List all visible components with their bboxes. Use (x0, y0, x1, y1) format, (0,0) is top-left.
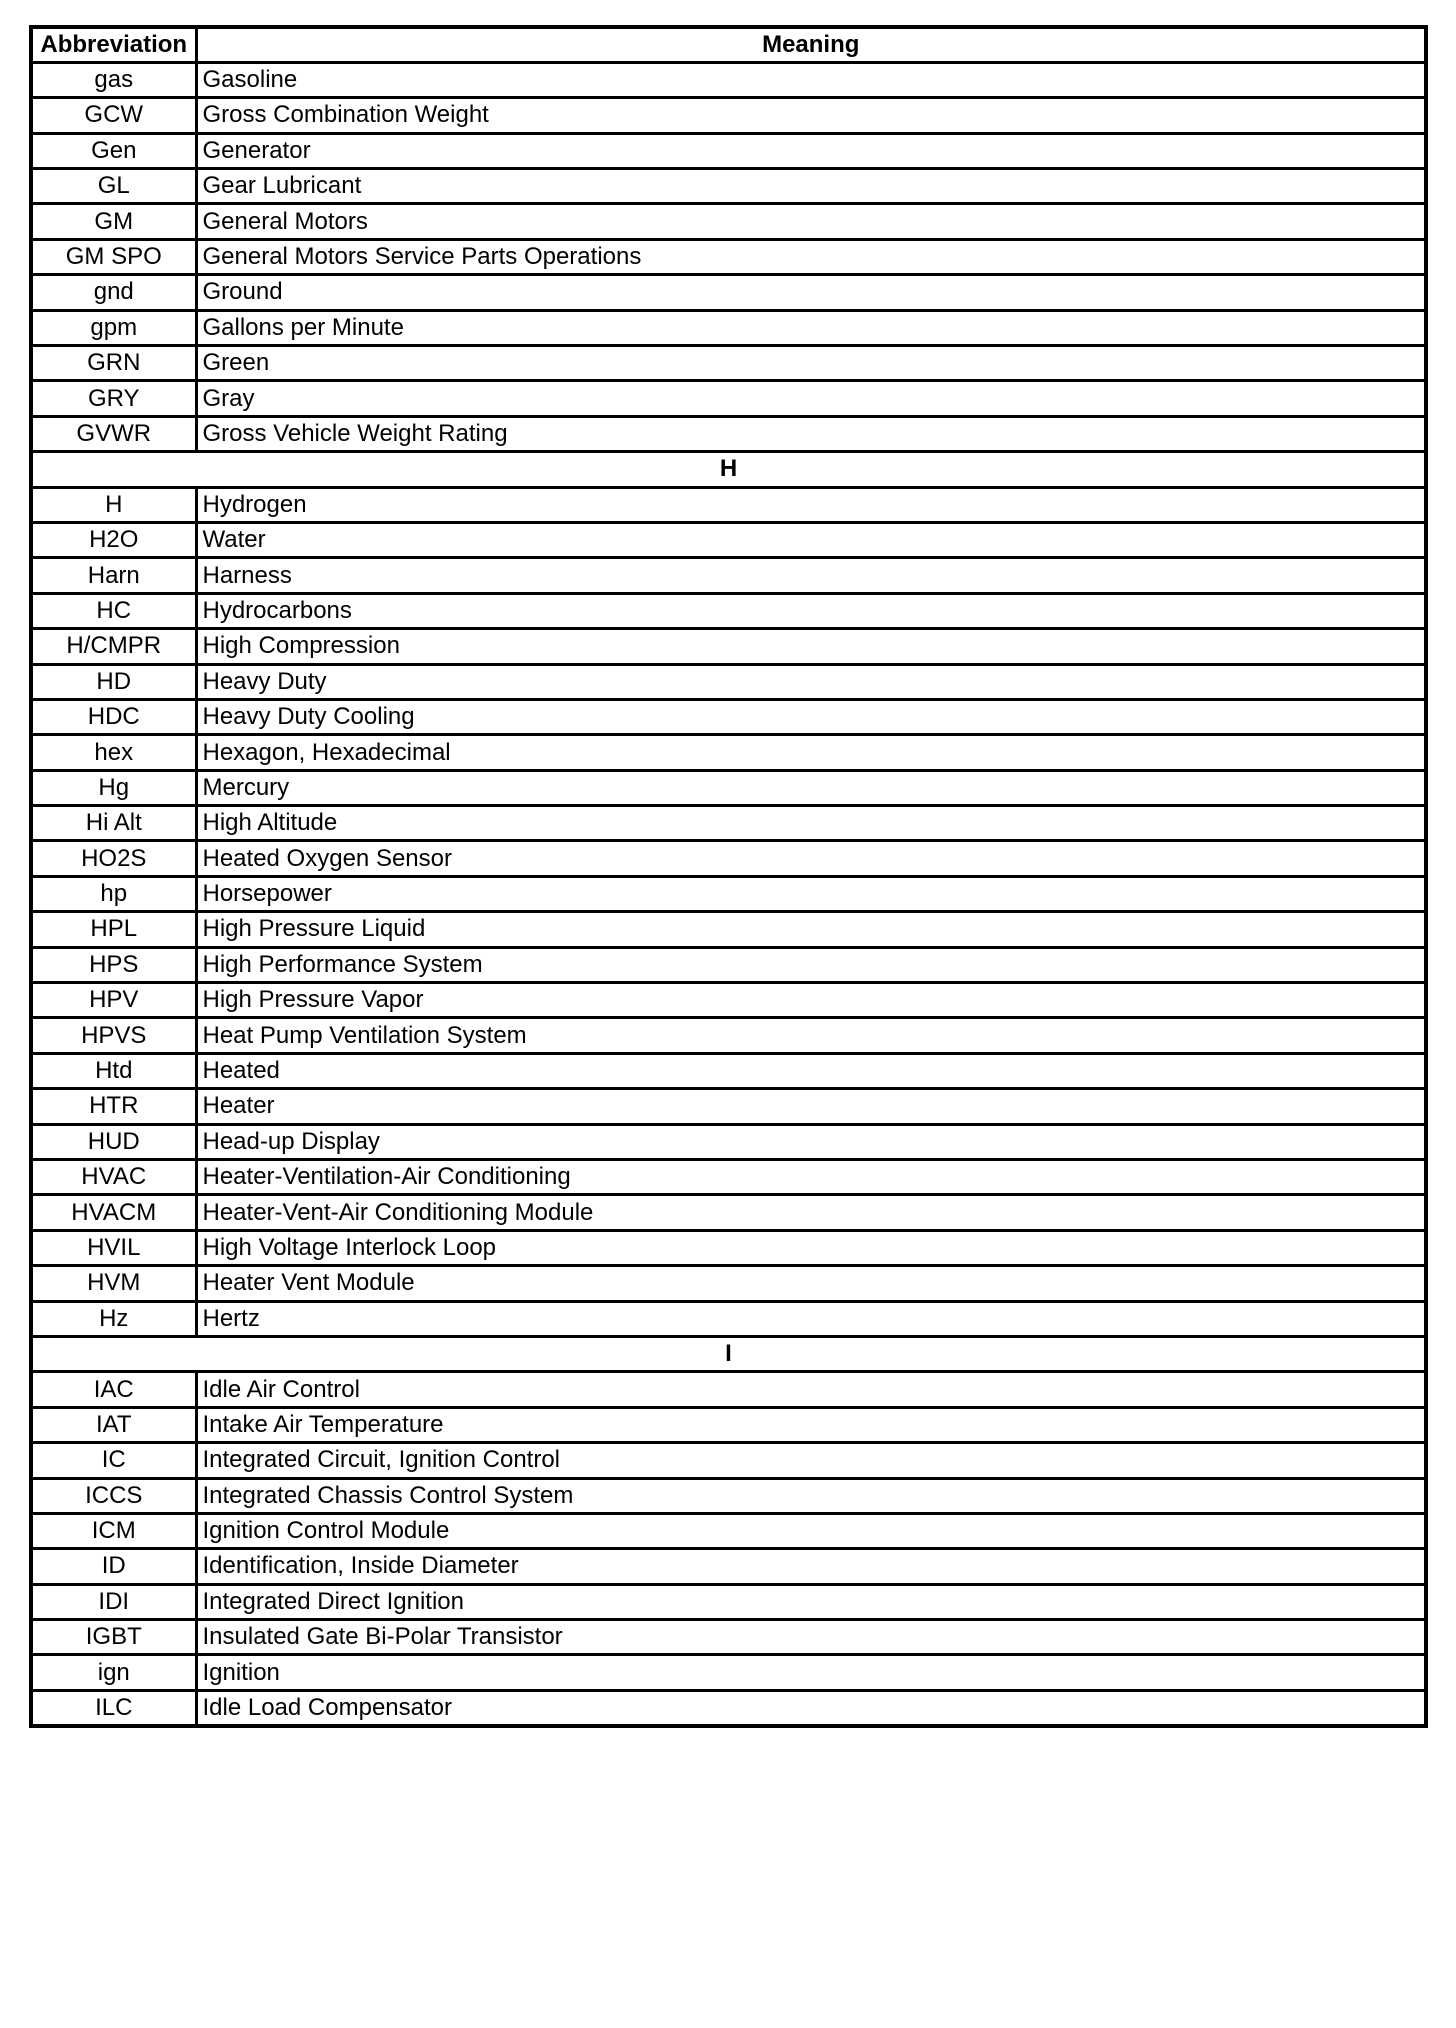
meaning-cell: Intake Air Temperature (196, 1407, 1426, 1442)
abbreviation-cell: HVACM (31, 1195, 196, 1230)
abbreviation-cell: H/CMPR (31, 629, 196, 664)
table-row (31, 310, 1426, 345)
abbreviation-cell: hex (31, 735, 196, 770)
abbreviation-cell: Htd (31, 1053, 196, 1088)
abbreviation-cell: Gen (31, 133, 196, 168)
meaning-cell: Horsepower (196, 876, 1426, 911)
meaning-cell: Heated Oxygen Sensor (196, 841, 1426, 876)
abbreviation-cell: GL (31, 169, 196, 204)
table-row (31, 133, 1426, 168)
meaning-cell: Gross Vehicle Weight Rating (196, 416, 1426, 451)
meaning-cell: Generator (196, 133, 1426, 168)
table-row (31, 204, 1426, 239)
table-row (31, 1513, 1426, 1548)
table-row (31, 1089, 1426, 1124)
meaning-cell: Hydrocarbons (196, 593, 1426, 628)
meaning-cell: Hexagon, Hexadecimal (196, 735, 1426, 770)
abbreviation-cell: hp (31, 876, 196, 911)
meaning-cell: Gasoline (196, 62, 1426, 97)
section-header-row (31, 1336, 1426, 1371)
abbreviation-table (29, 25, 1428, 1728)
meaning-cell: General Motors (196, 204, 1426, 239)
abbreviation-cell: GRN (31, 346, 196, 381)
table-row (31, 1230, 1426, 1265)
abbreviation-cell: IAT (31, 1407, 196, 1442)
meaning-cell: Hertz (196, 1301, 1426, 1336)
meaning-cell: High Altitude (196, 806, 1426, 841)
table-row (31, 1478, 1426, 1513)
meaning-cell: Gear Lubricant (196, 169, 1426, 204)
abbreviation-cell: HVM (31, 1266, 196, 1301)
meaning-cell: Integrated Chassis Control System (196, 1478, 1426, 1513)
table-row (31, 62, 1426, 97)
meaning-cell: Heavy Duty (196, 664, 1426, 699)
table-row (31, 98, 1426, 133)
table-row (31, 664, 1426, 699)
abbreviation-cell: HPS (31, 947, 196, 982)
abbreviation-cell: GVWR (31, 416, 196, 451)
meaning-cell: Heater (196, 1089, 1426, 1124)
table-row (31, 841, 1426, 876)
meaning-cell: Green (196, 346, 1426, 381)
table-row (31, 699, 1426, 734)
table-row (31, 1407, 1426, 1442)
table-row (31, 1655, 1426, 1690)
table-row (31, 1160, 1426, 1195)
meaning-cell: Hydrogen (196, 487, 1426, 522)
table-row (31, 1018, 1426, 1053)
meaning-cell: Mercury (196, 770, 1426, 805)
abbreviation-cell: GM (31, 204, 196, 239)
table-row (31, 381, 1426, 416)
meaning-cell: Idle Air Control (196, 1372, 1426, 1407)
table-row (31, 1301, 1426, 1336)
abbreviation-cell: gpm (31, 310, 196, 345)
table-row (31, 770, 1426, 805)
table-row (31, 169, 1426, 204)
meaning-cell: Heated (196, 1053, 1426, 1088)
table-row (31, 346, 1426, 381)
table-row (31, 1124, 1426, 1159)
abbreviation-cell: IDI (31, 1584, 196, 1619)
table-row (31, 522, 1426, 557)
table-row (31, 1620, 1426, 1655)
meaning-cell: High Compression (196, 629, 1426, 664)
section-letter: H (31, 452, 1426, 487)
meaning-cell: Heavy Duty Cooling (196, 699, 1426, 734)
table-row (31, 629, 1426, 664)
abbreviation-cell: HUD (31, 1124, 196, 1159)
abbreviation-cell: HPL (31, 912, 196, 947)
abbreviation-cell: gnd (31, 275, 196, 310)
meaning-cell: Gray (196, 381, 1426, 416)
meaning-cell: Harness (196, 558, 1426, 593)
table-row (31, 876, 1426, 911)
abbreviation-cell: ICM (31, 1513, 196, 1548)
table-row (31, 1053, 1426, 1088)
table-row (31, 912, 1426, 947)
meaning-cell: Water (196, 522, 1426, 557)
table-row (31, 947, 1426, 982)
section-letter: I (31, 1336, 1426, 1371)
meaning-cell: Heat Pump Ventilation System (196, 1018, 1426, 1053)
abbreviation-cell: ICCS (31, 1478, 196, 1513)
abbreviation-cell: HO2S (31, 841, 196, 876)
table-row (31, 1549, 1426, 1584)
abbreviation-cell: HVIL (31, 1230, 196, 1265)
meaning-cell: General Motors Service Parts Operations (196, 239, 1426, 274)
section-header-row (31, 452, 1426, 487)
abbreviation-cell: Hi Alt (31, 806, 196, 841)
meaning-cell: Heater Vent Module (196, 1266, 1426, 1301)
meaning-cell: High Pressure Liquid (196, 912, 1426, 947)
table-row (31, 806, 1426, 841)
table-row (31, 735, 1426, 770)
abbreviation-cell: IAC (31, 1372, 196, 1407)
table-row (31, 416, 1426, 451)
abbreviation-cell: H (31, 487, 196, 522)
table-row (31, 593, 1426, 628)
meaning-cell: Gross Combination Weight (196, 98, 1426, 133)
table-row (31, 1584, 1426, 1619)
meaning-cell: Idle Load Compensator (196, 1690, 1426, 1725)
meaning-cell: Insulated Gate Bi-Polar Transistor (196, 1620, 1426, 1655)
abbreviation-cell: IC (31, 1443, 196, 1478)
abbreviation-cell: GM SPO (31, 239, 196, 274)
abbreviation-column-header: Abbreviation (31, 27, 196, 62)
table-row (31, 1266, 1426, 1301)
table-body (31, 62, 1426, 1725)
abbreviation-cell: ID (31, 1549, 196, 1584)
abbreviation-cell: IGBT (31, 1620, 196, 1655)
abbreviation-cell: Harn (31, 558, 196, 593)
meaning-cell: High Voltage Interlock Loop (196, 1230, 1426, 1265)
table-row (31, 1372, 1426, 1407)
abbreviation-cell: HD (31, 664, 196, 699)
table-row (31, 1195, 1426, 1230)
abbreviation-cell: Hz (31, 1301, 196, 1336)
meaning-cell: Gallons per Minute (196, 310, 1426, 345)
abbreviation-cell: HTR (31, 1089, 196, 1124)
meaning-cell: High Pressure Vapor (196, 983, 1426, 1018)
meaning-cell: Integrated Direct Ignition (196, 1584, 1426, 1619)
meaning-cell: Identification, Inside Diameter (196, 1549, 1426, 1584)
abbreviation-cell: ILC (31, 1690, 196, 1725)
meaning-cell: Ground (196, 275, 1426, 310)
abbreviation-cell: gas (31, 62, 196, 97)
abbreviation-cell: GCW (31, 98, 196, 133)
meaning-cell: High Performance System (196, 947, 1426, 982)
abbreviation-cell: HPV (31, 983, 196, 1018)
abbreviation-cell: HVAC (31, 1160, 196, 1195)
abbreviation-cell: GRY (31, 381, 196, 416)
meaning-cell: Heater-Vent-Air Conditioning Module (196, 1195, 1426, 1230)
table-row (31, 487, 1426, 522)
table-row (31, 1690, 1426, 1725)
abbreviation-cell: HDC (31, 699, 196, 734)
abbreviation-cell: ign (31, 1655, 196, 1690)
table-row (31, 1443, 1426, 1478)
abbreviation-cell: HC (31, 593, 196, 628)
meaning-cell: Ignition (196, 1655, 1426, 1690)
meaning-column-header: Meaning (196, 27, 1426, 62)
abbreviation-cell: HPVS (31, 1018, 196, 1053)
abbreviation-cell: H2O (31, 522, 196, 557)
header-row (31, 27, 1426, 62)
meaning-cell: Integrated Circuit, Ignition Control (196, 1443, 1426, 1478)
meaning-cell: Head-up Display (196, 1124, 1426, 1159)
table-row (31, 558, 1426, 593)
table-row (31, 239, 1426, 274)
table-row (31, 983, 1426, 1018)
table-row (31, 275, 1426, 310)
meaning-cell: Ignition Control Module (196, 1513, 1426, 1548)
abbreviation-cell: Hg (31, 770, 196, 805)
meaning-cell: Heater-Ventilation-Air Conditioning (196, 1160, 1426, 1195)
